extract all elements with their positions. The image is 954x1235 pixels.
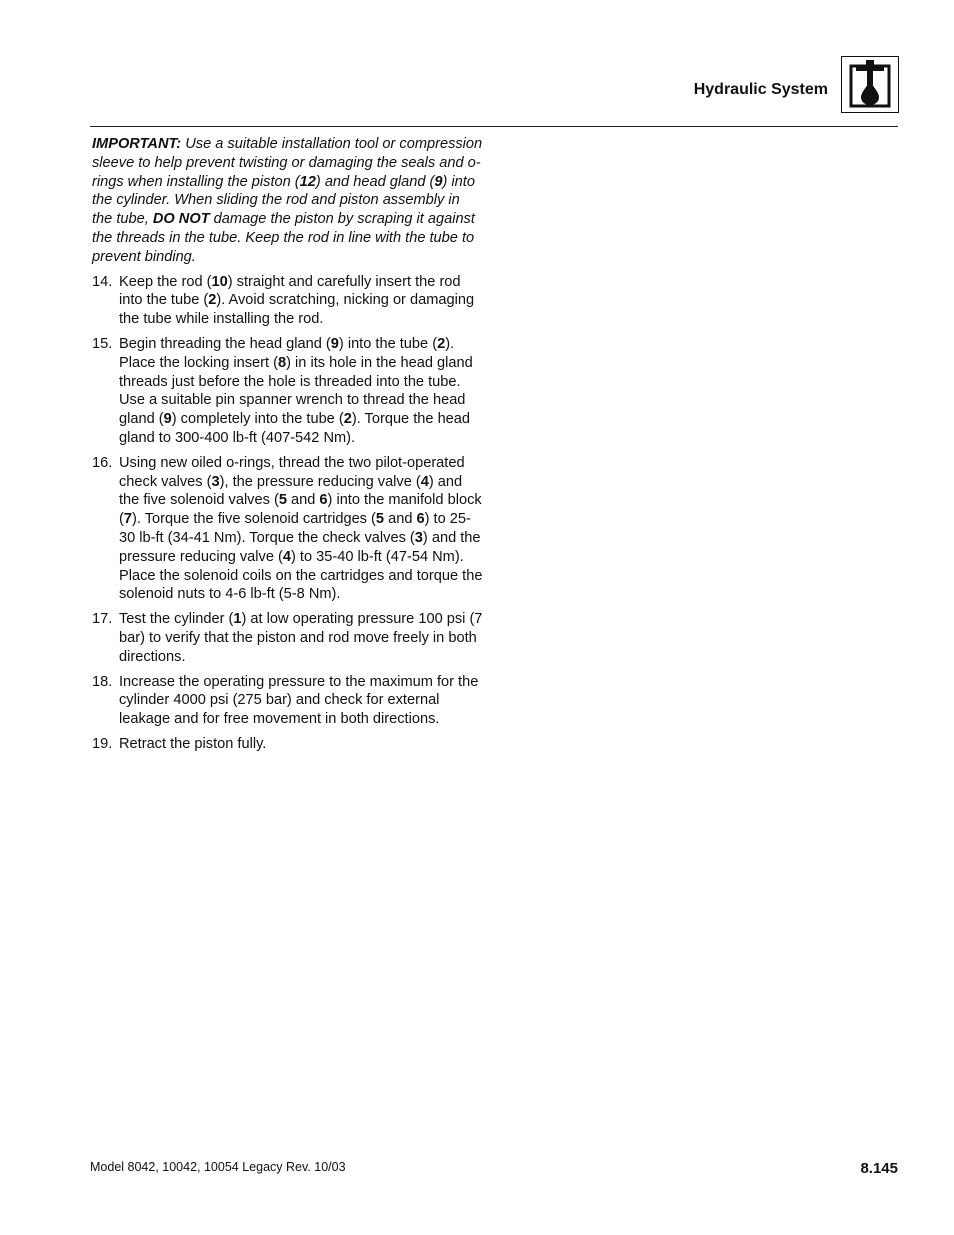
section-title: Hydraulic System bbox=[693, 81, 828, 98]
step-number: 19. bbox=[92, 735, 113, 752]
ref-number: 3 bbox=[414, 529, 423, 546]
ref-number: 10 bbox=[211, 273, 228, 290]
ref-number: 4 bbox=[420, 473, 429, 490]
step-text: Test the cylinder (1) at low operating pressure 100 psi (7 bar) to verify that the piston and rod move freely in both directions. bbox=[119, 611, 483, 665]
ref-number: 5 bbox=[375, 511, 385, 528]
step-17 bbox=[92, 610, 484, 666]
step-text: Increase the operating pressure to the maximum for the cylinder 4000 psi (275 bar) and check for external leakage and for free movement in both directions. bbox=[119, 673, 479, 728]
ref-number: 2 bbox=[437, 335, 446, 352]
step-number: 15. bbox=[92, 335, 113, 352]
step-16 bbox=[92, 454, 484, 604]
ref-number: 8 bbox=[278, 354, 287, 371]
important-label: IMPORTANT: bbox=[92, 136, 182, 152]
step-text: Begin threading the head gland (9) into the tube (2). Place the locking insert (8) in its hole in the head gland threads just before the hole is threaded into the tube. Use a suitable pin spanner wrench to thread the head gland (9) completely into the tube (2). Torque the head gland to 300-400 lb-ft (407-542 Nm). bbox=[119, 335, 473, 446]
ref-number: 3 bbox=[211, 473, 220, 490]
page-number: 8.145 bbox=[860, 1160, 898, 1177]
ref-number: 5 bbox=[278, 492, 287, 509]
ref-number: 2 bbox=[343, 411, 352, 428]
hydraulic-system-icon bbox=[841, 56, 899, 113]
step-number: 17. bbox=[92, 611, 113, 628]
footer-model-revision: Model 8042, 10042, 10054 Legacy Rev. 10/03 bbox=[90, 1160, 346, 1174]
step-18 bbox=[92, 673, 484, 729]
step-text: Using new oiled o-rings, thread the two pilot-operated check valves (3), the pressure reducing valve (4) and the five solenoid valves (5 and 6) into the manifold block (7). Torque the five solenoid cartridges (5 and 6) to 25-30 lb-ft (34-41 Nm). Torque the check valves (3) and the pressure reducing valve (4) to 35-40 lb-ft (47-54 Nm). Place the solenoid coils on the cartridges and torque the solenoid nuts to 4-6 lb-ft (5-8 Nm). bbox=[119, 454, 483, 603]
step-19 bbox=[92, 735, 484, 754]
important-note: IMPORTANT: Use a suitable installation tool or compression sleeve to help prevent twisting or damaging the seals and o-rings when installing the piston (12) and head gland (9) into the cylinder. When sliding the rod and piston assembly in the tube, DO NOT damage the piston by scraping it against the threads in the tube. Keep the rod in line with the tube to prevent binding. bbox=[92, 136, 483, 265]
procedure-content bbox=[92, 135, 484, 760]
procedure-steps bbox=[92, 273, 484, 754]
ref-number: 9 bbox=[163, 411, 172, 428]
step-number: 18. bbox=[92, 673, 113, 690]
ref-number: 9 bbox=[434, 173, 443, 190]
ref-number: 6 bbox=[319, 492, 328, 509]
step-number: 16. bbox=[92, 454, 113, 471]
do-not-emphasis: DO NOT bbox=[152, 211, 210, 228]
step-text: Keep the rod (10) straight and carefully insert the rod into the tube (2). Avoid scratching, nicking or damaging the tube while installing the rod. bbox=[119, 273, 475, 328]
ref-number: 1 bbox=[233, 611, 242, 628]
header-divider bbox=[90, 126, 898, 127]
step-15 bbox=[92, 335, 484, 448]
ref-number: 6 bbox=[416, 511, 425, 528]
ref-number: 12 bbox=[299, 173, 316, 190]
step-text: Retract the piston fully. bbox=[119, 735, 267, 752]
ref-number: 9 bbox=[330, 335, 339, 352]
ref-number: 2 bbox=[208, 292, 217, 309]
ref-number: 7 bbox=[123, 511, 132, 528]
step-14 bbox=[92, 273, 484, 329]
step-number: 14. bbox=[92, 273, 113, 290]
ref-number: 4 bbox=[282, 548, 291, 565]
